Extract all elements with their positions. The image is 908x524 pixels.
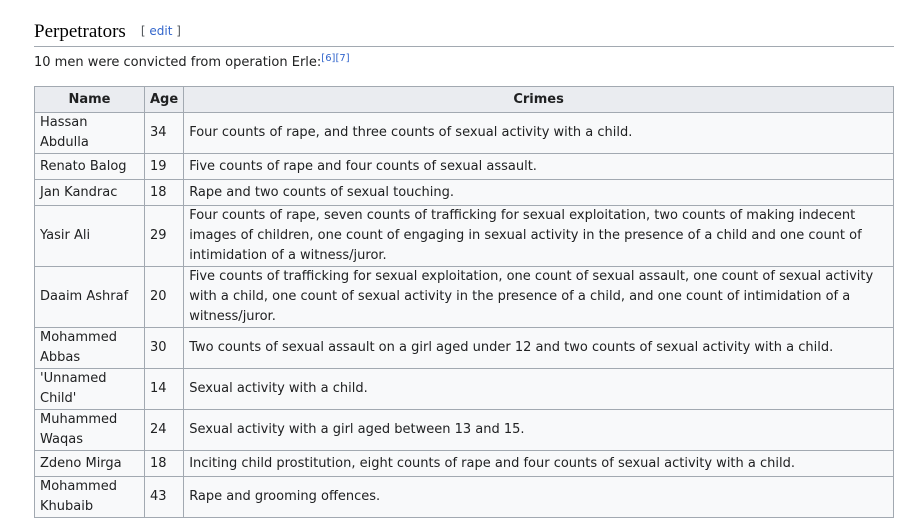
- cell-name: Yasir Ali: [35, 206, 145, 267]
- table-row: [35, 154, 894, 180]
- cell-name: Muhammed Waqas: [35, 410, 145, 451]
- column-header-crimes[interactable]: Crimes: [184, 87, 894, 113]
- table-row: [35, 451, 894, 477]
- cell-name: Zdeno Mirga: [35, 451, 145, 477]
- cell-name: Mohammed Khubaib: [35, 477, 145, 518]
- cell-age: 14: [145, 369, 184, 410]
- cell-crimes: Rape and grooming offences.: [184, 477, 894, 518]
- cell-crimes: Sexual activity with a girl aged between 13 and 15.: [184, 410, 894, 451]
- edit-bracket-close: ]: [172, 24, 181, 38]
- table-row: [35, 180, 894, 206]
- table-row: [35, 369, 894, 410]
- table-row: [35, 477, 894, 518]
- reference-link-6[interactable]: [6]: [321, 53, 336, 64]
- cell-crimes: Two counts of sexual assault on a girl aged under 12 and two counts of sexual activity with a child.: [184, 328, 894, 369]
- cell-age: 19: [145, 154, 184, 180]
- cell-crimes: Inciting child prostitution, eight counts of rape and four counts of sexual activity with a child.: [184, 451, 894, 477]
- table-row: [35, 328, 894, 369]
- cell-crimes: Rape and two counts of sexual touching.: [184, 180, 894, 206]
- intro-paragraph: [34, 54, 350, 72]
- table-row: [35, 206, 894, 267]
- intro-text: 10 men were convicted from operation Erle:: [34, 55, 322, 70]
- cell-name: Renato Balog: [35, 154, 145, 180]
- table-row: [35, 267, 894, 328]
- cell-age: 34: [145, 113, 184, 154]
- cell-name: Jan Kandrac: [35, 180, 145, 206]
- edit-section-link-wrapper: [141, 24, 181, 38]
- section-heading: [34, 20, 894, 47]
- cell-name: Hassan Abdulla: [35, 113, 145, 154]
- reference-7[interactable]: [335, 53, 349, 64]
- table-row: [35, 113, 894, 154]
- cell-age: 18: [145, 180, 184, 206]
- cell-crimes: Five counts of rape and four counts of sexual assault.: [184, 154, 894, 180]
- cell-name: Daaim Ashraf: [35, 267, 145, 328]
- edit-section-link[interactable]: edit: [149, 24, 173, 38]
- cell-age: 20: [145, 267, 184, 328]
- table-row: [35, 410, 894, 451]
- reference-link-7[interactable]: [7]: [335, 53, 350, 64]
- cell-crimes: Four counts of rape, seven counts of trafficking for sexual exploitation, two counts of making indecent images of children, one count of engaging in sexual activity in the presence of a child and one count of intimidation of a witness/juror.: [184, 206, 894, 267]
- column-header-age[interactable]: Age: [145, 87, 184, 113]
- column-header-name[interactable]: Name: [35, 87, 145, 113]
- section-title: Perpetrators: [34, 21, 126, 42]
- edit-bracket-open: [: [140, 24, 150, 38]
- cell-crimes: Sexual activity with a child.: [184, 369, 894, 410]
- cell-name: 'Unnamed Child': [35, 369, 145, 410]
- table-header-row: [35, 87, 894, 113]
- cell-age: 18: [145, 451, 184, 477]
- perpetrators-table: [34, 86, 894, 518]
- cell-age: 29: [145, 206, 184, 267]
- reference-6[interactable]: [321, 53, 335, 64]
- cell-age: 24: [145, 410, 184, 451]
- cell-age: 30: [145, 328, 184, 369]
- cell-name: Mohammed Abbas: [35, 328, 145, 369]
- cell-crimes: Five counts of trafficking for sexual exploitation, one count of sexual assault, one count of sexual activity with a child, one count of sexual activity in the presence of a child, and one count of intimidation of a witness/juror.: [184, 267, 894, 328]
- cell-age: 43: [145, 477, 184, 518]
- cell-crimes: Four counts of rape, and three counts of sexual activity with a child.: [184, 113, 894, 154]
